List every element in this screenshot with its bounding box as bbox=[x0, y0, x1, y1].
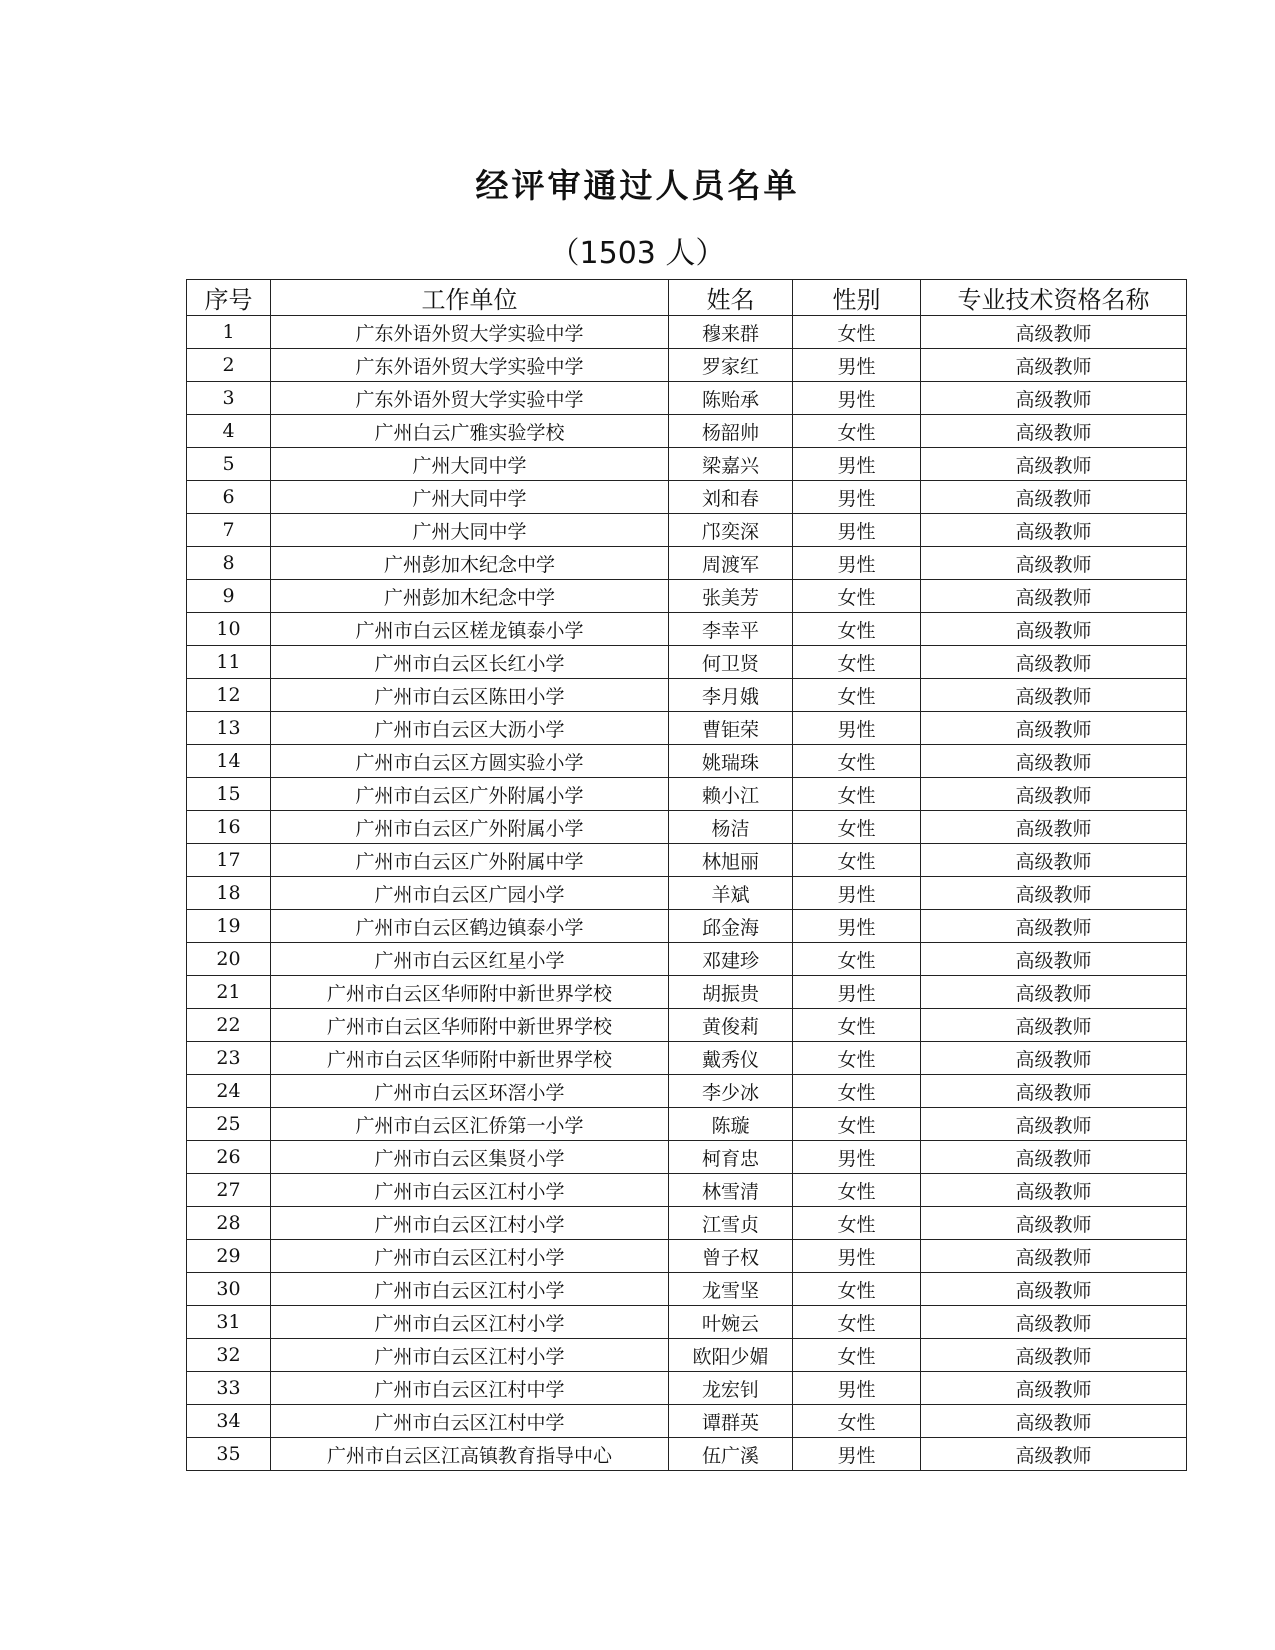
cell-serial-number: 25 bbox=[187, 1108, 271, 1141]
cell-work-unit: 广州市白云区江村小学 bbox=[271, 1240, 669, 1273]
cell-name: 谭群英 bbox=[669, 1405, 793, 1438]
table-row bbox=[187, 1108, 1187, 1141]
cell-qualification: 高级教师 bbox=[921, 943, 1187, 976]
cell-qualification: 高级教师 bbox=[921, 1339, 1187, 1372]
cell-work-unit: 广东外语外贸大学实验中学 bbox=[271, 382, 669, 415]
cell-qualification: 高级教师 bbox=[921, 1438, 1187, 1471]
cell-gender: 男性 bbox=[793, 382, 921, 415]
cell-serial-number: 15 bbox=[187, 778, 271, 811]
table-row bbox=[187, 646, 1187, 679]
cell-work-unit: 广州市白云区陈田小学 bbox=[271, 679, 669, 712]
table-row bbox=[187, 712, 1187, 745]
table-row bbox=[187, 1372, 1187, 1405]
cell-serial-number: 29 bbox=[187, 1240, 271, 1273]
table-row bbox=[187, 1174, 1187, 1207]
cell-qualification: 高级教师 bbox=[921, 514, 1187, 547]
table-row bbox=[187, 877, 1187, 910]
table-row bbox=[187, 910, 1187, 943]
table-row bbox=[187, 514, 1187, 547]
cell-name: 穆来群 bbox=[669, 316, 793, 349]
cell-gender: 女性 bbox=[793, 646, 921, 679]
cell-serial-number: 21 bbox=[187, 976, 271, 1009]
table-row bbox=[187, 481, 1187, 514]
cell-qualification: 高级教师 bbox=[921, 448, 1187, 481]
cell-qualification: 高级教师 bbox=[921, 1405, 1187, 1438]
cell-gender: 女性 bbox=[793, 1273, 921, 1306]
cell-qualification: 高级教师 bbox=[921, 1207, 1187, 1240]
cell-serial-number: 14 bbox=[187, 745, 271, 778]
cell-serial-number: 7 bbox=[187, 514, 271, 547]
cell-serial-number: 19 bbox=[187, 910, 271, 943]
table-row bbox=[187, 1405, 1187, 1438]
cell-serial-number: 2 bbox=[187, 349, 271, 382]
table-row bbox=[187, 547, 1187, 580]
cell-work-unit: 广州大同中学 bbox=[271, 514, 669, 547]
cell-qualification: 高级教师 bbox=[921, 811, 1187, 844]
cell-qualification: 高级教师 bbox=[921, 1372, 1187, 1405]
cell-gender: 男性 bbox=[793, 877, 921, 910]
cell-work-unit: 广州市白云区广园小学 bbox=[271, 877, 669, 910]
document-title: 经评审通过人员名单 bbox=[475, 166, 800, 205]
cell-qualification: 高级教师 bbox=[921, 976, 1187, 1009]
cell-serial-number: 20 bbox=[187, 943, 271, 976]
cell-qualification: 高级教师 bbox=[921, 1009, 1187, 1042]
cell-serial-number: 10 bbox=[187, 613, 271, 646]
cell-work-unit: 广州市白云区江村小学 bbox=[271, 1207, 669, 1240]
cell-serial-number: 23 bbox=[187, 1042, 271, 1075]
header-gender: 性别 bbox=[793, 280, 921, 316]
table-row bbox=[187, 976, 1187, 1009]
cell-gender: 女性 bbox=[793, 745, 921, 778]
cell-gender: 男性 bbox=[793, 1240, 921, 1273]
cell-qualification: 高级教师 bbox=[921, 1042, 1187, 1075]
cell-serial-number: 6 bbox=[187, 481, 271, 514]
cell-name: 赖小江 bbox=[669, 778, 793, 811]
cell-serial-number: 16 bbox=[187, 811, 271, 844]
cell-gender: 女性 bbox=[793, 811, 921, 844]
cell-work-unit: 广东外语外贸大学实验中学 bbox=[271, 349, 669, 382]
cell-work-unit: 广州市白云区方圆实验小学 bbox=[271, 745, 669, 778]
cell-work-unit: 广州市白云区华师附中新世界学校 bbox=[271, 976, 669, 1009]
cell-qualification: 高级教师 bbox=[921, 910, 1187, 943]
cell-qualification: 高级教师 bbox=[921, 1306, 1187, 1339]
cell-gender: 女性 bbox=[793, 580, 921, 613]
cell-serial-number: 35 bbox=[187, 1438, 271, 1471]
table-row bbox=[187, 844, 1187, 877]
cell-qualification: 高级教师 bbox=[921, 382, 1187, 415]
table-row bbox=[187, 778, 1187, 811]
table-row bbox=[187, 943, 1187, 976]
cell-work-unit: 广州彭加木纪念中学 bbox=[271, 580, 669, 613]
cell-serial-number: 24 bbox=[187, 1075, 271, 1108]
table-row bbox=[187, 316, 1187, 349]
cell-gender: 女性 bbox=[793, 1042, 921, 1075]
cell-name: 曾子权 bbox=[669, 1240, 793, 1273]
cell-work-unit: 广州市白云区华师附中新世界学校 bbox=[271, 1009, 669, 1042]
cell-work-unit: 广州白云广雅实验学校 bbox=[271, 415, 669, 448]
cell-name: 罗家红 bbox=[669, 349, 793, 382]
table-row bbox=[187, 1273, 1187, 1306]
cell-qualification: 高级教师 bbox=[921, 415, 1187, 448]
cell-qualification: 高级教师 bbox=[921, 778, 1187, 811]
cell-work-unit: 广州市白云区集贤小学 bbox=[271, 1141, 669, 1174]
cell-work-unit: 广州市白云区江村小学 bbox=[271, 1339, 669, 1372]
table-row bbox=[187, 382, 1187, 415]
cell-work-unit: 广州大同中学 bbox=[271, 448, 669, 481]
cell-gender: 女性 bbox=[793, 415, 921, 448]
cell-name: 曹钜荣 bbox=[669, 712, 793, 745]
cell-name: 何卫贤 bbox=[669, 646, 793, 679]
cell-name: 杨洁 bbox=[669, 811, 793, 844]
cell-serial-number: 27 bbox=[187, 1174, 271, 1207]
cell-qualification: 高级教师 bbox=[921, 547, 1187, 580]
cell-gender: 女性 bbox=[793, 1339, 921, 1372]
cell-work-unit: 广州市白云区广外附属中学 bbox=[271, 844, 669, 877]
cell-serial-number: 5 bbox=[187, 448, 271, 481]
table-row bbox=[187, 1009, 1187, 1042]
table-row bbox=[187, 580, 1187, 613]
header-serial-number: 序号 bbox=[187, 280, 271, 316]
cell-gender: 女性 bbox=[793, 1405, 921, 1438]
cell-qualification: 高级教师 bbox=[921, 712, 1187, 745]
cell-serial-number: 12 bbox=[187, 679, 271, 712]
cell-work-unit: 广州市白云区广外附属小学 bbox=[271, 811, 669, 844]
cell-qualification: 高级教师 bbox=[921, 316, 1187, 349]
cell-qualification: 高级教师 bbox=[921, 1141, 1187, 1174]
cell-name: 叶婉云 bbox=[669, 1306, 793, 1339]
cell-serial-number: 18 bbox=[187, 877, 271, 910]
cell-name: 姚瑞珠 bbox=[669, 745, 793, 778]
cell-work-unit: 广州市白云区红星小学 bbox=[271, 943, 669, 976]
cell-serial-number: 3 bbox=[187, 382, 271, 415]
cell-serial-number: 4 bbox=[187, 415, 271, 448]
cell-name: 陈璇 bbox=[669, 1108, 793, 1141]
cell-gender: 女性 bbox=[793, 1306, 921, 1339]
cell-qualification: 高级教师 bbox=[921, 1075, 1187, 1108]
cell-gender: 男性 bbox=[793, 976, 921, 1009]
cell-gender: 女性 bbox=[793, 1009, 921, 1042]
table-row bbox=[187, 1306, 1187, 1339]
cell-serial-number: 9 bbox=[187, 580, 271, 613]
cell-serial-number: 22 bbox=[187, 1009, 271, 1042]
cell-name: 李月娥 bbox=[669, 679, 793, 712]
cell-name: 林雪清 bbox=[669, 1174, 793, 1207]
cell-serial-number: 31 bbox=[187, 1306, 271, 1339]
cell-name: 胡振贵 bbox=[669, 976, 793, 1009]
cell-serial-number: 32 bbox=[187, 1339, 271, 1372]
header-qualification: 专业技术资格名称 bbox=[921, 280, 1187, 316]
cell-gender: 女性 bbox=[793, 943, 921, 976]
cell-work-unit: 广州市白云区华师附中新世界学校 bbox=[271, 1042, 669, 1075]
cell-name: 龙宏钊 bbox=[669, 1372, 793, 1405]
cell-work-unit: 广东外语外贸大学实验中学 bbox=[271, 316, 669, 349]
table-row bbox=[187, 1240, 1187, 1273]
header-name: 姓名 bbox=[669, 280, 793, 316]
cell-serial-number: 11 bbox=[187, 646, 271, 679]
table-row bbox=[187, 811, 1187, 844]
cell-name: 陈贻承 bbox=[669, 382, 793, 415]
cell-qualification: 高级教师 bbox=[921, 349, 1187, 382]
cell-gender: 男性 bbox=[793, 910, 921, 943]
cell-gender: 男性 bbox=[793, 481, 921, 514]
cell-serial-number: 34 bbox=[187, 1405, 271, 1438]
table-row bbox=[187, 1042, 1187, 1075]
cell-serial-number: 17 bbox=[187, 844, 271, 877]
cell-serial-number: 30 bbox=[187, 1273, 271, 1306]
cell-name: 邝奕深 bbox=[669, 514, 793, 547]
cell-gender: 女性 bbox=[793, 1207, 921, 1240]
cell-qualification: 高级教师 bbox=[921, 1273, 1187, 1306]
cell-work-unit: 广州市白云区广外附属小学 bbox=[271, 778, 669, 811]
table-body bbox=[187, 316, 1187, 1471]
cell-work-unit: 广州市白云区江高镇教育指导中心 bbox=[271, 1438, 669, 1471]
table-row bbox=[187, 1075, 1187, 1108]
cell-name: 杨韶帅 bbox=[669, 415, 793, 448]
cell-serial-number: 28 bbox=[187, 1207, 271, 1240]
cell-work-unit: 广州市白云区江村中学 bbox=[271, 1372, 669, 1405]
document-subtitle: （1503 人） bbox=[549, 236, 726, 271]
cell-name: 李幸平 bbox=[669, 613, 793, 646]
cell-gender: 男性 bbox=[793, 547, 921, 580]
cell-gender: 男性 bbox=[793, 1141, 921, 1174]
table-row bbox=[187, 1339, 1187, 1372]
cell-qualification: 高级教师 bbox=[921, 1240, 1187, 1273]
cell-gender: 男性 bbox=[793, 1438, 921, 1471]
cell-gender: 女性 bbox=[793, 613, 921, 646]
cell-gender: 女性 bbox=[793, 1108, 921, 1141]
cell-name: 江雪贞 bbox=[669, 1207, 793, 1240]
table-row bbox=[187, 613, 1187, 646]
cell-serial-number: 1 bbox=[187, 316, 271, 349]
cell-name: 李少冰 bbox=[669, 1075, 793, 1108]
cell-gender: 男性 bbox=[793, 349, 921, 382]
cell-name: 柯育忠 bbox=[669, 1141, 793, 1174]
cell-work-unit: 广州彭加木纪念中学 bbox=[271, 547, 669, 580]
cell-work-unit: 广州市白云区江村中学 bbox=[271, 1405, 669, 1438]
table-row bbox=[187, 448, 1187, 481]
cell-name: 林旭丽 bbox=[669, 844, 793, 877]
cell-name: 邱金海 bbox=[669, 910, 793, 943]
cell-gender: 女性 bbox=[793, 778, 921, 811]
cell-serial-number: 8 bbox=[187, 547, 271, 580]
cell-name: 张美芳 bbox=[669, 580, 793, 613]
cell-qualification: 高级教师 bbox=[921, 679, 1187, 712]
cell-gender: 男性 bbox=[793, 712, 921, 745]
cell-qualification: 高级教师 bbox=[921, 877, 1187, 910]
cell-serial-number: 13 bbox=[187, 712, 271, 745]
cell-serial-number: 26 bbox=[187, 1141, 271, 1174]
cell-work-unit: 广州市白云区槎龙镇泰小学 bbox=[271, 613, 669, 646]
cell-gender: 男性 bbox=[793, 448, 921, 481]
cell-qualification: 高级教师 bbox=[921, 613, 1187, 646]
cell-qualification: 高级教师 bbox=[921, 844, 1187, 877]
cell-work-unit: 广州大同中学 bbox=[271, 481, 669, 514]
cell-gender: 女性 bbox=[793, 679, 921, 712]
cell-gender: 女性 bbox=[793, 1174, 921, 1207]
cell-name: 刘和春 bbox=[669, 481, 793, 514]
cell-qualification: 高级教师 bbox=[921, 646, 1187, 679]
cell-gender: 女性 bbox=[793, 844, 921, 877]
cell-name: 梁嘉兴 bbox=[669, 448, 793, 481]
cell-work-unit: 广州市白云区环滘小学 bbox=[271, 1075, 669, 1108]
cell-name: 欧阳少媚 bbox=[669, 1339, 793, 1372]
header-work-unit: 工作单位 bbox=[271, 280, 669, 316]
table-row bbox=[187, 745, 1187, 778]
cell-gender: 女性 bbox=[793, 316, 921, 349]
table-header-row bbox=[187, 280, 1187, 316]
cell-serial-number: 33 bbox=[187, 1372, 271, 1405]
cell-work-unit: 广州市白云区江村小学 bbox=[271, 1273, 669, 1306]
cell-qualification: 高级教师 bbox=[921, 580, 1187, 613]
cell-name: 邓建珍 bbox=[669, 943, 793, 976]
cell-qualification: 高级教师 bbox=[921, 745, 1187, 778]
cell-work-unit: 广州市白云区江村小学 bbox=[271, 1174, 669, 1207]
cell-qualification: 高级教师 bbox=[921, 481, 1187, 514]
cell-name: 戴秀仪 bbox=[669, 1042, 793, 1075]
table-row bbox=[187, 415, 1187, 448]
table-row bbox=[187, 1438, 1187, 1471]
cell-name: 黄俊莉 bbox=[669, 1009, 793, 1042]
cell-work-unit: 广州市白云区大沥小学 bbox=[271, 712, 669, 745]
table-row bbox=[187, 349, 1187, 382]
table-row bbox=[187, 679, 1187, 712]
cell-work-unit: 广州市白云区汇侨第一小学 bbox=[271, 1108, 669, 1141]
cell-gender: 女性 bbox=[793, 1075, 921, 1108]
cell-work-unit: 广州市白云区鹤边镇泰小学 bbox=[271, 910, 669, 943]
cell-name: 伍广溪 bbox=[669, 1438, 793, 1471]
cell-qualification: 高级教师 bbox=[921, 1108, 1187, 1141]
table-row bbox=[187, 1207, 1187, 1240]
cell-gender: 男性 bbox=[793, 1372, 921, 1405]
roster-table bbox=[186, 279, 1187, 1471]
cell-name: 羊斌 bbox=[669, 877, 793, 910]
table-row bbox=[187, 1141, 1187, 1174]
cell-name: 周渡军 bbox=[669, 547, 793, 580]
cell-gender: 男性 bbox=[793, 514, 921, 547]
cell-work-unit: 广州市白云区江村小学 bbox=[271, 1306, 669, 1339]
cell-qualification: 高级教师 bbox=[921, 1174, 1187, 1207]
cell-work-unit: 广州市白云区长红小学 bbox=[271, 646, 669, 679]
cell-name: 龙雪坚 bbox=[669, 1273, 793, 1306]
